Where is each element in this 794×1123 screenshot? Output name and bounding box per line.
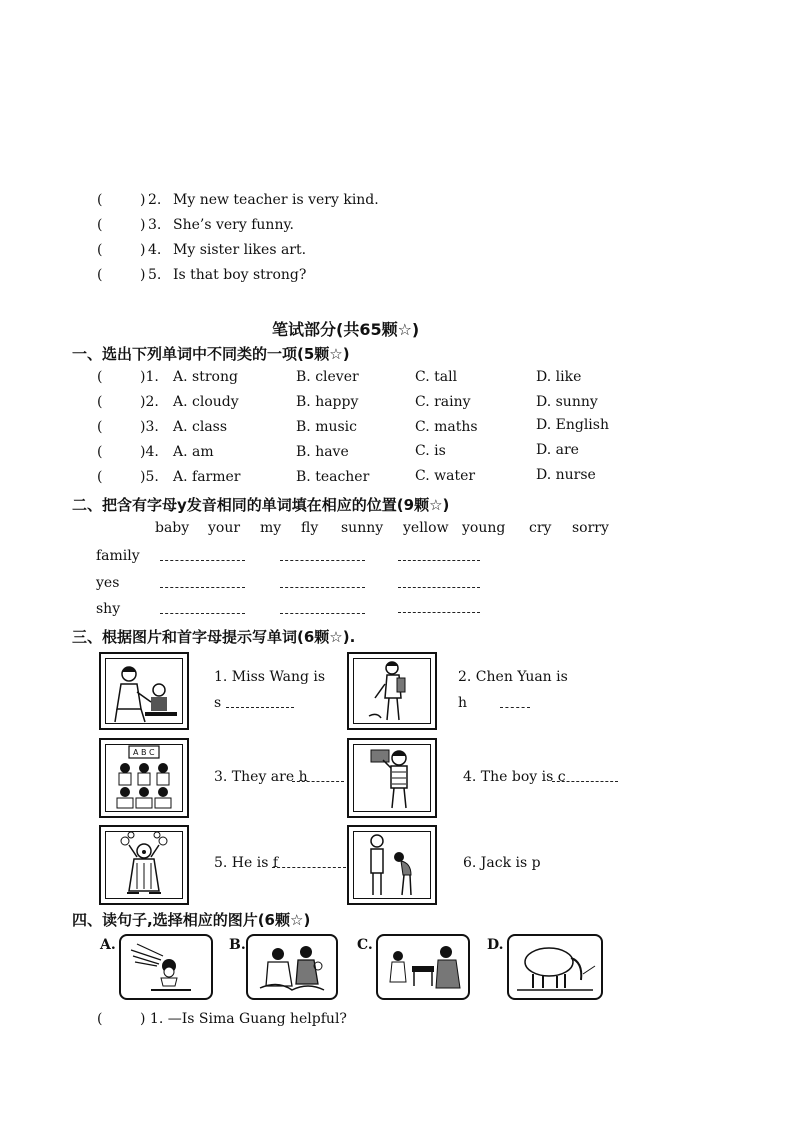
girl-illustration <box>349 654 435 728</box>
picture-option-a[interactable] <box>119 934 213 1000</box>
option-b: B. clever <box>296 369 359 385</box>
word-bank-item: sorry <box>572 520 609 536</box>
group-label-family: family <box>96 548 140 564</box>
question-number: )2. <box>140 394 159 410</box>
question-number: )3. <box>140 419 159 435</box>
paren-open: ( <box>97 369 103 385</box>
group-label-shy: shy <box>96 601 121 617</box>
option-c: C. water <box>415 468 476 484</box>
option-c: C. tall <box>415 369 458 385</box>
option-b: B. happy <box>296 394 359 410</box>
tea-scene-illustration <box>378 936 468 998</box>
answer-blank[interactable] <box>292 781 344 782</box>
picture-polite-boy <box>347 825 437 905</box>
students-illustration <box>101 740 187 816</box>
paren-open: ( <box>97 1011 103 1027</box>
picture-option-c[interactable] <box>376 934 470 1000</box>
word-bank-item: baby <box>155 520 190 536</box>
option-a: A. am <box>173 444 214 460</box>
word-bank-item: yellow <box>403 520 449 536</box>
option-b: B. teacher <box>296 469 370 485</box>
picture-clever-boy <box>347 738 437 818</box>
option-d: D. are <box>536 442 579 458</box>
section2-title: 二、把含有字母y发音相同的单词填在相应的位置(9颗☆) <box>72 496 450 514</box>
sima-guang-illustration <box>121 936 211 998</box>
option-a: A. farmer <box>173 469 241 485</box>
fill-sentence-1: 1. Miss Wang is <box>214 669 326 685</box>
paren-close: ) <box>140 267 146 283</box>
picture-option-d[interactable] <box>507 934 603 1000</box>
written-part-title: 笔试部分(共65颗☆) <box>272 320 420 339</box>
section4-title: 四、读句子,选择相应的图片(6颗☆) <box>72 911 311 929</box>
picture-teacher <box>99 652 189 730</box>
option-a: A. class <box>173 419 228 435</box>
word-bank-item: fly <box>301 520 319 536</box>
word-bank-item: cry <box>529 520 552 536</box>
option-label-c: C. <box>357 937 373 953</box>
paren-open: ( <box>97 469 103 485</box>
answer-blank[interactable] <box>280 560 365 561</box>
option-b: B. have <box>296 444 349 460</box>
children-illustration <box>248 936 336 998</box>
option-c: C. is <box>415 443 446 459</box>
boy-illustration <box>349 740 435 816</box>
answer-blank[interactable] <box>500 707 530 708</box>
paren-close: ) <box>140 217 146 233</box>
answer-blank[interactable] <box>398 560 480 561</box>
paren-open: ( <box>97 192 103 208</box>
paren-open: ( <box>97 444 103 460</box>
option-b: B. music <box>296 419 357 435</box>
option-a: A. strong <box>173 369 238 385</box>
item-text: She’s very funny. <box>173 217 294 233</box>
item-text: My sister likes art. <box>173 242 307 258</box>
paren-open: ( <box>97 242 103 258</box>
paren-close: ) <box>140 242 146 258</box>
picture-helpful-girl <box>347 652 437 730</box>
section3-title: 三、根据图片和首字母提示写单词(6颗☆). <box>72 628 356 646</box>
answer-blank[interactable] <box>272 867 346 868</box>
item-text: Is that boy strong? <box>173 267 307 283</box>
fill-sentence-5: 5. He is f <box>214 855 279 871</box>
group-label-yes: yes <box>96 575 120 591</box>
paren-open: ( <box>97 419 103 435</box>
item-number: 4. <box>148 242 162 258</box>
item-number: 2. <box>148 192 162 208</box>
option-label-d: D. <box>487 937 504 953</box>
answer-blank[interactable] <box>280 613 365 614</box>
option-a: A. cloudy <box>173 394 239 410</box>
paren-open: ( <box>97 394 103 410</box>
answer-blank[interactable] <box>160 587 245 588</box>
fill-sentence-2: 2. Chen Yuan is <box>458 669 568 685</box>
option-c: C. rainy <box>415 394 471 410</box>
initial-letter-2: h <box>458 695 468 711</box>
option-c: C. maths <box>415 419 478 435</box>
word-bank-item: young <box>462 520 506 536</box>
word-bank-item: sunny <box>341 520 384 536</box>
picture-option-b[interactable] <box>246 934 338 1000</box>
answer-blank[interactable] <box>552 781 618 782</box>
clown-illustration <box>101 827 187 903</box>
option-label-b: B. <box>229 937 246 953</box>
picture-clown <box>99 825 189 905</box>
section1-title: 一、选出下列单词中不同类的一项(5颗☆) <box>72 345 350 363</box>
option-d: D. nurse <box>536 467 596 483</box>
answer-blank[interactable] <box>226 707 294 708</box>
answer-blank[interactable] <box>398 612 480 613</box>
question-number: )4. <box>140 444 159 460</box>
fill-sentence-6: 6. Jack is p <box>463 855 541 871</box>
item-number: 3. <box>148 217 162 233</box>
initial-letter-1: s <box>214 695 222 711</box>
option-d: D. sunny <box>536 394 598 410</box>
question-number: )5. <box>140 469 159 485</box>
paren-open: ( <box>97 217 103 233</box>
answer-blank[interactable] <box>280 587 365 588</box>
answer-blank[interactable] <box>160 560 245 561</box>
word-bank-item: my <box>260 520 282 536</box>
item-text: My new teacher is very kind. <box>173 192 379 208</box>
answer-blank[interactable] <box>160 613 245 614</box>
option-d: D. like <box>536 369 582 385</box>
teacher-illustration <box>101 654 187 728</box>
fill-sentence-3: 3. They are h <box>214 769 308 785</box>
option-d: D. English <box>536 417 609 433</box>
fill-sentence-4: 4. The boy is c <box>463 769 566 785</box>
answer-blank[interactable] <box>398 587 480 588</box>
question-number: )1. <box>140 369 159 385</box>
paren-open: ( <box>97 267 103 283</box>
paren-close: ) <box>140 192 146 208</box>
word-bank-item: your <box>208 520 241 536</box>
polite-boy-illustration <box>349 827 435 903</box>
elephant-illustration <box>509 936 601 998</box>
question-text: ) 1. —Is Sima Guang helpful? <box>140 1011 347 1027</box>
svg-text:A B C: A B C <box>133 748 155 757</box>
picture-students <box>99 738 189 818</box>
option-label-a: A. <box>100 937 116 953</box>
item-number: 5. <box>148 267 162 283</box>
